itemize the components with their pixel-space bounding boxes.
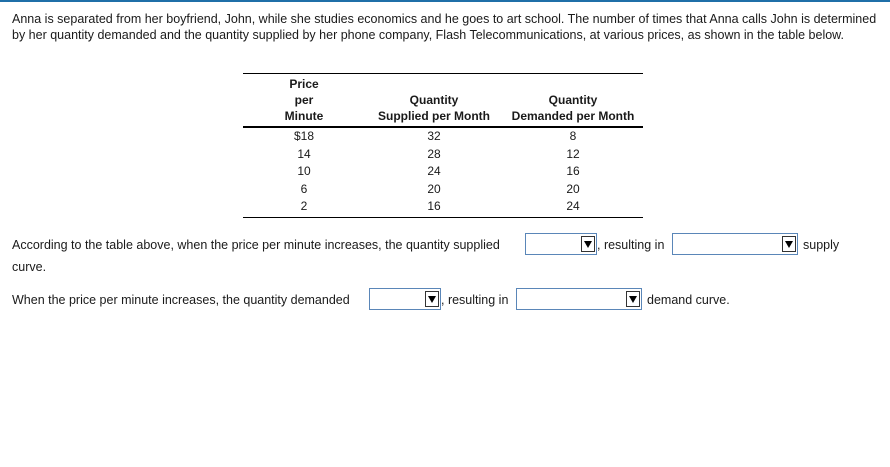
table-row bbox=[243, 181, 643, 199]
quantity-supplied-cell: 16 bbox=[365, 198, 503, 217]
question1-text-c: supply bbox=[803, 238, 840, 252]
question1-text-b: , resulting in bbox=[597, 238, 665, 252]
price-cell: 14 bbox=[297, 146, 311, 161]
header-quantity-supplied: Quantity Supplied per Month bbox=[365, 74, 503, 128]
quantity-demanded-dropdown[interactable] bbox=[369, 288, 441, 310]
table-row bbox=[243, 163, 643, 181]
quantity-supplied-cell: 32 bbox=[427, 129, 441, 143]
supply-result-dropdown[interactable] bbox=[672, 233, 798, 255]
quantity-demanded-cell: 8 bbox=[569, 129, 577, 143]
table-row bbox=[243, 127, 643, 146]
quantity-demanded-cell: 20 bbox=[566, 181, 580, 196]
question-intro: Anna is separated from her boyfriend, John, while she studies economics and he goes to art school. The number of times that Anna calls John is determined by her quantity demanded and the quantity supplied by her phone company, Flash Telecommunications, at various prices, as shown in the table below. bbox=[12, 12, 877, 42]
price-cell: 10 bbox=[297, 164, 311, 178]
quantity-demanded-cell: 12 bbox=[566, 146, 580, 161]
chevron-down-icon[interactable] bbox=[581, 236, 595, 252]
price-cell: 6 bbox=[300, 181, 308, 196]
question2-text-c: demand curve. bbox=[647, 293, 730, 307]
quantity-supplied-cell: 20 bbox=[427, 181, 441, 196]
top-accent-bar bbox=[0, 0, 890, 2]
chevron-down-icon[interactable] bbox=[425, 291, 439, 307]
quantity-supplied-cell: 28 bbox=[427, 146, 441, 161]
quantity-supplied-dropdown[interactable] bbox=[525, 233, 597, 255]
quantity-demanded-cell: 16 bbox=[566, 164, 580, 178]
table-row bbox=[243, 198, 643, 217]
header-price: Price per Minute bbox=[243, 74, 365, 128]
question1-text-d: curve. bbox=[12, 260, 47, 274]
question2-text-a: When the price per minute increases, the quantity demanded bbox=[12, 293, 350, 307]
question1-text-a: According to the table above, when the price per minute increases, the quantity supplied bbox=[12, 238, 500, 252]
question2-text-b: , resulting in bbox=[441, 293, 509, 307]
header-quantity-demanded: Quantity Demanded per Month bbox=[503, 74, 643, 128]
price-quantity-table bbox=[243, 73, 643, 218]
chevron-down-icon[interactable] bbox=[626, 291, 640, 307]
quantity-demanded-cell: 24 bbox=[503, 198, 643, 217]
table-header-row bbox=[243, 74, 643, 128]
price-cell: $18 bbox=[293, 129, 315, 143]
price-cell: 2 bbox=[243, 198, 365, 217]
table-row bbox=[243, 146, 643, 164]
demand-result-dropdown[interactable] bbox=[516, 288, 642, 310]
chevron-down-icon[interactable] bbox=[782, 236, 796, 252]
quantity-supplied-cell: 24 bbox=[427, 164, 441, 178]
